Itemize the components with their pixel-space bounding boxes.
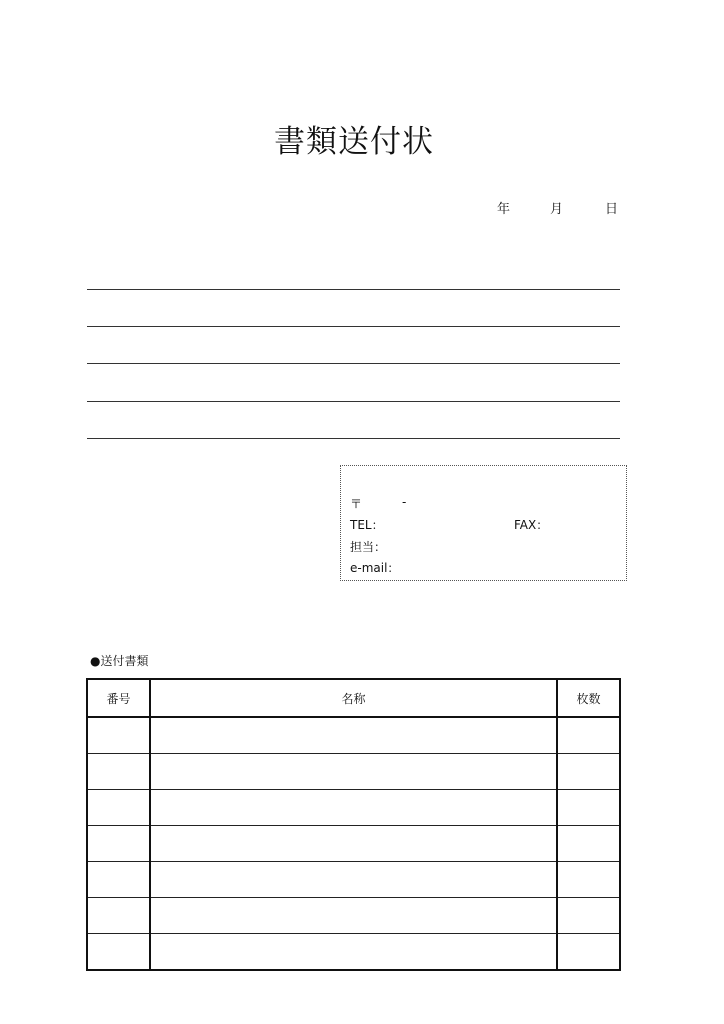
phone-row: [350, 516, 549, 533]
cell-name[interactable]: [150, 898, 557, 934]
table-row: [87, 790, 620, 826]
recipient-line[interactable]: [87, 438, 620, 439]
person-row: [350, 538, 386, 555]
cell-number[interactable]: [87, 826, 150, 862]
recipient-line[interactable]: [87, 363, 620, 364]
date-month-label: 月: [550, 202, 564, 217]
email-label: e-mail：: [350, 561, 400, 575]
cell-name[interactable]: [150, 826, 557, 862]
postal-dash: -: [402, 495, 407, 509]
cell-number[interactable]: [87, 934, 150, 971]
documents-table: [86, 678, 621, 971]
cell-count[interactable]: [557, 862, 620, 898]
recipient-line[interactable]: [87, 401, 620, 402]
tel-label: TEL：: [350, 518, 384, 532]
table-row: [87, 826, 620, 862]
header-count: 枚数: [557, 679, 620, 717]
cell-number[interactable]: [87, 754, 150, 790]
date-year-label: 年: [497, 202, 511, 217]
person-label: 担当：: [350, 540, 387, 554]
sender-info-box: [340, 465, 627, 581]
cell-name[interactable]: [150, 862, 557, 898]
cell-count[interactable]: [557, 754, 620, 790]
documents-section-label: ●送付書類: [90, 654, 149, 668]
postal-mark: 〒: [350, 497, 363, 511]
cell-name[interactable]: [150, 934, 557, 971]
cell-count[interactable]: [557, 898, 620, 934]
recipient-line[interactable]: [87, 289, 620, 290]
postal-code-row: [350, 495, 407, 512]
cell-name[interactable]: [150, 790, 557, 826]
cell-count[interactable]: [557, 790, 620, 826]
cell-number[interactable]: [87, 790, 150, 826]
cell-count[interactable]: [557, 934, 620, 971]
table-header-row: [87, 679, 620, 717]
table-row: [87, 934, 620, 971]
cell-count[interactable]: [557, 826, 620, 862]
table-row: [87, 717, 620, 754]
cell-number[interactable]: [87, 862, 150, 898]
date-day-label: 日: [605, 202, 619, 217]
header-name: 名称: [150, 679, 557, 717]
date-row: [0, 198, 724, 218]
cell-number[interactable]: [87, 898, 150, 934]
cell-name[interactable]: [150, 717, 557, 754]
cell-count[interactable]: [557, 717, 620, 754]
cell-number[interactable]: [87, 717, 150, 754]
fax-label: FAX：: [514, 518, 549, 532]
cell-name[interactable]: [150, 754, 557, 790]
table-row: [87, 898, 620, 934]
email-row: [350, 559, 399, 576]
table-row: [87, 862, 620, 898]
document-title: 書類送付状: [274, 124, 434, 160]
table-row: [87, 754, 620, 790]
recipient-line[interactable]: [87, 326, 620, 327]
header-number: 番号: [87, 679, 150, 717]
